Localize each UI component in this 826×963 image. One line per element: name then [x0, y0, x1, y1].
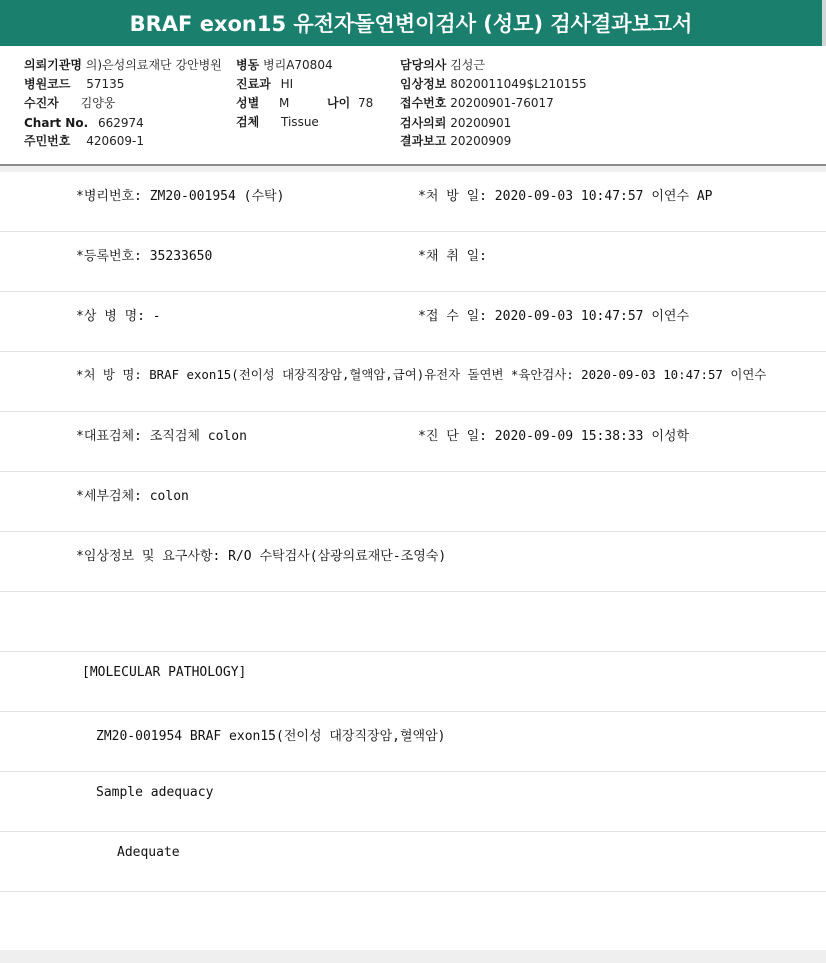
- clinical-request-text: *임상정보 및 요구사항: R/O 수탁검사(삼광의료재단-조영숙): [76, 549, 447, 564]
- examinee-label: 수진자: [24, 96, 59, 110]
- result-report-value: 20200909: [450, 134, 512, 148]
- chart-no-value: 662974: [97, 116, 144, 130]
- diagnosis-name-text: *상 병 명: -: [76, 309, 161, 324]
- sample-adequacy-text: Sample adequacy: [96, 785, 214, 800]
- test-request-value: 20200901: [450, 116, 512, 130]
- specimen-label: 검체: [236, 115, 260, 129]
- id-no-field: [24, 134, 144, 148]
- ward-field: [236, 58, 333, 72]
- attending-doctor-value: 김성근: [450, 58, 485, 72]
- department-value: HI: [280, 77, 294, 91]
- chart-no-field: [24, 116, 144, 130]
- report-row: [0, 652, 826, 712]
- report-body: [0, 172, 826, 952]
- examinee-value: 김양웅: [80, 96, 116, 110]
- patient-info-panel: [0, 48, 826, 166]
- result-report-label: 결과보고: [400, 134, 447, 148]
- result-report-field: [400, 134, 511, 148]
- sex-label: 성별: [236, 96, 260, 110]
- department-label: 진료과: [236, 77, 271, 91]
- report-row: [0, 232, 826, 292]
- adequate-result-text: Adequate: [117, 845, 180, 860]
- report-row: [0, 292, 826, 352]
- requesting-institution-label: 의뢰기관명: [24, 58, 82, 72]
- ward-label: 병동: [236, 58, 260, 72]
- receipt-no-label: 접수번호: [400, 96, 447, 110]
- attending-doctor-field: [400, 58, 485, 72]
- test-request-field: [400, 116, 511, 130]
- ward-value: 병리A70804: [263, 58, 333, 72]
- specimen-field: [236, 115, 319, 129]
- footer-strip: [0, 950, 826, 963]
- test-request-label: 검사의뢰: [400, 116, 447, 130]
- id-no-value: 420609-1: [86, 134, 144, 148]
- report-row: [0, 892, 826, 952]
- hospital-code-label: 병원코드: [24, 77, 71, 91]
- receipt-date-text: *접 수 일: 2020-09-03 10:47:57 이연수: [418, 309, 690, 324]
- registration-no-text: *등록번호: 35233650: [76, 249, 213, 264]
- detail-specimen-text: *세부검체: colon: [76, 489, 189, 504]
- clinical-info-value: 8020011049$L210155: [450, 77, 587, 91]
- chart-no-label: Chart No.: [24, 116, 89, 130]
- receipt-no-field: [400, 96, 554, 110]
- department-field: [236, 77, 293, 91]
- hospital-code-field: [24, 77, 124, 91]
- report-row: [0, 472, 826, 532]
- clinical-info-field: [400, 77, 587, 91]
- report-row: [0, 712, 826, 772]
- report-title: BRAF exon15 유전자돌연변이검사 (성모) 검사결과보고서: [0, 0, 826, 46]
- pathology-no-text: *병리번호: ZM20-001954 (수탁): [76, 189, 285, 204]
- test-line-text: ZM20-001954 BRAF exon15(전이성 대장직장암,혈액암): [96, 729, 446, 744]
- report-row: [0, 532, 826, 592]
- id-no-label: 주민번호: [24, 134, 71, 148]
- prescription-name-text: *처 방 명: BRAF exon15(전이성 대장직장암,혈액암,급여)유전자 돌연변 *육안검사: 2020-09-03 10:47:57 이연수: [76, 367, 767, 382]
- hospital-code-value: 57135: [86, 77, 125, 91]
- age-label: 나이: [327, 96, 351, 110]
- report-row: [0, 172, 826, 232]
- attending-doctor-label: 담당의사: [400, 58, 447, 72]
- clinical-info-label: 임상정보: [400, 77, 447, 91]
- report-row: [0, 352, 826, 412]
- report-row: [0, 832, 826, 892]
- specimen-value: Tissue: [281, 115, 319, 129]
- diagnosis-date-text: *진 단 일: 2020-09-09 15:38:33 이성학: [418, 429, 690, 444]
- report-row: [0, 592, 826, 652]
- requesting-institution-field: [24, 58, 222, 72]
- collection-date-text: *채 취 일:: [418, 249, 487, 264]
- sex-field: [236, 96, 289, 110]
- report-row: [0, 772, 826, 832]
- section-heading-text: [MOLECULAR PATHOLOGY]: [82, 665, 247, 680]
- report-row: [0, 412, 826, 472]
- age-value: 78: [358, 96, 374, 110]
- representative-specimen-text: *대표검체: 조직검체 colon: [76, 429, 247, 444]
- requesting-institution-value: 의)은성의료재단 강안병원: [85, 58, 222, 72]
- prescription-date-text: *처 방 일: 2020-09-03 10:47:57 이연수 AP: [418, 189, 713, 204]
- examinee-field: [24, 96, 115, 110]
- receipt-no-value: 20200901-76017: [450, 96, 554, 110]
- sex-value: M: [279, 96, 290, 110]
- age-field: [327, 96, 373, 110]
